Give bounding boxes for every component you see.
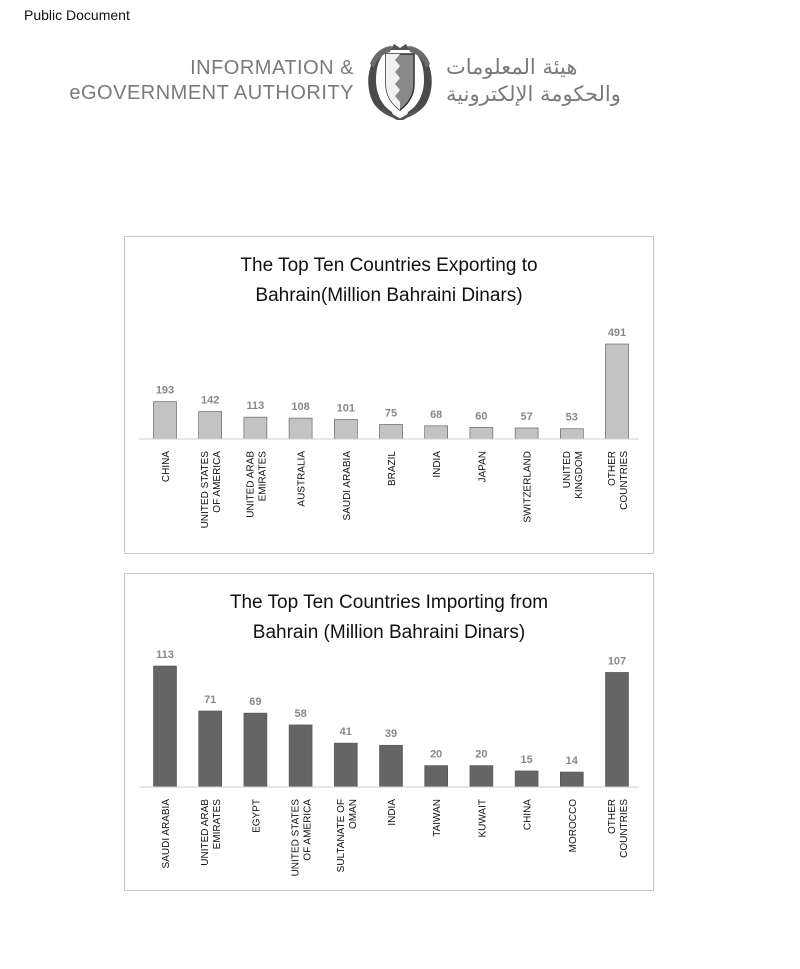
category-label: OTHER <box>607 451 618 486</box>
category-label: UNITED STATES <box>290 799 302 877</box>
import-bar <box>425 766 448 787</box>
category-label: MOROCCO <box>567 799 579 853</box>
organization-name-line1: INFORMATION & <box>190 57 354 79</box>
data-label: 14 <box>565 755 578 768</box>
bahrain-emblem-icon <box>362 40 438 120</box>
organization-name-english <box>69 56 354 106</box>
category-label: INDIA <box>387 799 398 826</box>
export-bar <box>289 418 312 439</box>
exports-chart-svg <box>125 237 653 553</box>
data-label: 107 <box>607 655 627 668</box>
data-label: 68 <box>430 408 443 421</box>
data-label: 57 <box>520 410 533 423</box>
imports-chart <box>124 573 654 891</box>
export-bar <box>199 412 222 439</box>
import-bar <box>154 666 177 787</box>
import-bar <box>199 711 222 787</box>
chart-title-line: Bahrain(Million Bahraini Dinars) <box>255 285 523 306</box>
import-bar <box>334 743 357 787</box>
data-label: 193 <box>155 384 175 397</box>
data-label: 108 <box>291 401 310 414</box>
export-bar <box>334 419 357 439</box>
category-label: SWITZERLAND <box>522 451 534 523</box>
export-bar <box>380 424 403 439</box>
data-label: 15 <box>520 753 533 766</box>
data-label: 39 <box>384 728 398 741</box>
data-label: 20 <box>430 748 443 761</box>
category-label: OTHER <box>607 799 618 834</box>
category-label: JAPAN <box>477 451 489 483</box>
data-label: 113 <box>246 400 265 413</box>
category-label: KINGDOM <box>573 451 585 499</box>
export-bar <box>560 429 583 439</box>
import-bar <box>470 766 493 787</box>
category-label: OF AMERICA <box>302 799 314 861</box>
data-label: 113 <box>156 649 174 661</box>
category-label: UNITED STATES <box>200 451 212 529</box>
export-bar <box>470 427 493 439</box>
data-label: 71 <box>204 693 217 706</box>
import-bar <box>244 713 267 787</box>
document-classification-label: Public Document <box>24 7 130 23</box>
data-label: 69 <box>249 696 262 709</box>
data-label: 491 <box>607 327 627 339</box>
organization-name-arabic-line2: والحكومة الإلكترونية <box>446 82 621 106</box>
category-label: UNITED <box>561 451 573 489</box>
organization-name-arabic <box>446 54 621 108</box>
category-label: EGYPT <box>251 799 263 833</box>
chart-title-line: The Top Ten Countries Exporting to <box>240 255 538 276</box>
category-label: UNITED ARAB <box>200 799 212 866</box>
category-label: CHINA <box>161 451 172 483</box>
category-label: OF AMERICA <box>212 451 224 513</box>
category-label: SAUDI ARABIA <box>161 799 172 869</box>
export-bar <box>606 344 629 439</box>
category-label: SAUDI ARABIA <box>341 451 353 521</box>
export-bar <box>244 417 267 439</box>
category-label: BRAZIL <box>387 451 398 487</box>
category-label: TAIWAN <box>432 799 444 837</box>
data-label: 75 <box>384 407 398 420</box>
export-bar <box>425 426 448 439</box>
category-label: CHINA <box>522 799 534 831</box>
data-label: 20 <box>475 748 488 761</box>
chart-title-line: The Top Ten Countries Importing from <box>229 592 549 613</box>
category-label: KUWAIT <box>477 799 489 838</box>
category-label: OMAN <box>347 799 359 829</box>
import-bar <box>606 672 629 787</box>
data-label: 142 <box>201 394 220 407</box>
category-label: UNITED ARAB <box>245 451 257 518</box>
category-label: AUSTRALIA <box>296 451 308 507</box>
organization-name-line2: eGOVERNMENT AUTHORITY <box>69 82 354 104</box>
chart-title-line: Bahrain (Million Bahraini Dinars) <box>252 622 526 643</box>
import-bar <box>560 772 583 787</box>
data-label: 101 <box>336 402 355 415</box>
export-bar <box>154 402 177 439</box>
data-label: 53 <box>565 411 578 424</box>
imports-chart-svg <box>125 574 653 890</box>
category-label: SULTANATE OF <box>335 799 347 873</box>
category-label: INDIA <box>432 451 444 478</box>
data-label: 41 <box>339 726 352 739</box>
organization-header <box>0 40 800 120</box>
exports-chart <box>124 236 654 554</box>
category-label: EMIRATES <box>257 451 269 502</box>
category-label: COUNTRIES <box>619 451 630 510</box>
import-bar <box>289 725 312 787</box>
data-label: 58 <box>294 707 307 720</box>
organization-name-arabic-line1: هيئة المعلومات <box>446 55 578 79</box>
export-bar <box>515 428 538 439</box>
category-label: COUNTRIES <box>619 799 630 858</box>
import-bar <box>515 771 538 787</box>
category-label: EMIRATES <box>212 799 224 850</box>
data-label: 60 <box>475 410 488 423</box>
import-bar <box>380 745 403 787</box>
